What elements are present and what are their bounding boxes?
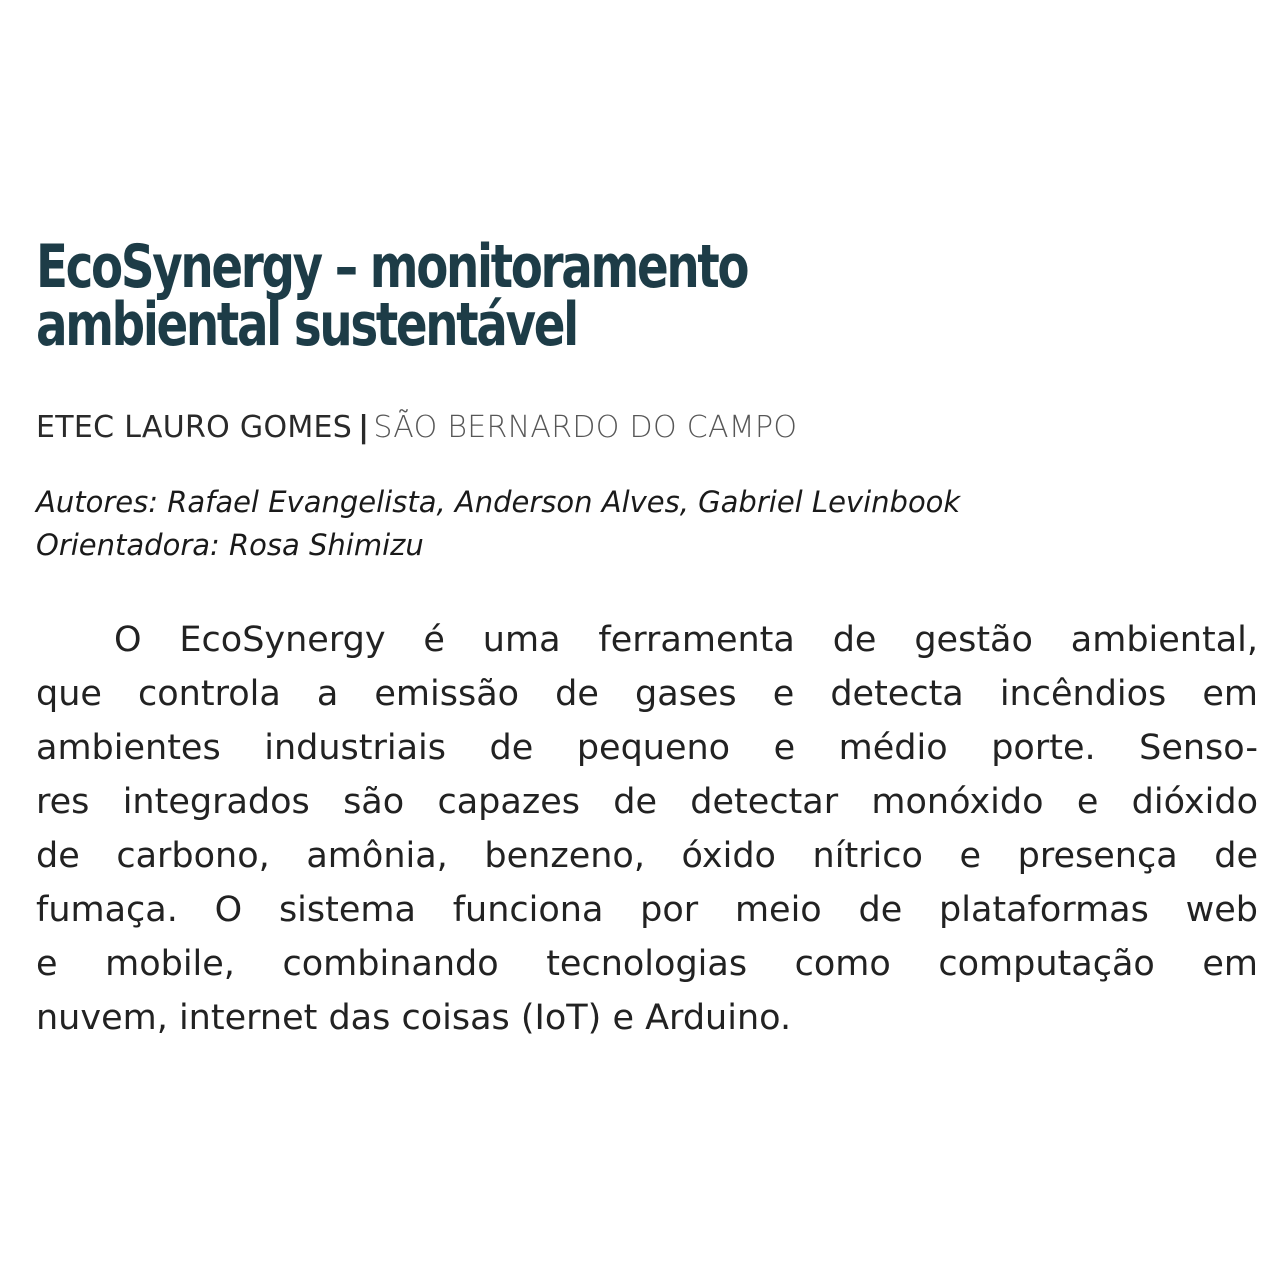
abstract-paragraph: [36, 613, 1258, 1045]
school-name: ETEC LAURO GOMES: [36, 410, 353, 445]
title-line-1: EcoSynergy – monitoramento: [36, 232, 748, 302]
affiliation: [36, 408, 797, 448]
title-line-2: ambiental sustentável: [36, 290, 577, 360]
city-name: SÃO BERNARDO DO CAMPO: [373, 410, 798, 445]
credits: [36, 481, 960, 567]
abstract-line: ambientes industriais de pequeno e médio porte. Senso-: [36, 728, 1258, 768]
affiliation-separator: |: [358, 410, 370, 445]
page-title: [36, 232, 748, 360]
abstract-line: que controla a emissão de gases e detecta incêndios em: [36, 674, 1258, 714]
document-page: [36, 0, 1258, 1280]
abstract-line: res integrados são capazes de detectar monóxido e dióxido: [36, 782, 1258, 822]
authors-line: Autores: Rafael Evangelista, Anderson Alves, Gabriel Levinbook: [36, 485, 961, 519]
abstract-line: de carbono, amônia, benzeno, óxido nítrico e presença de: [36, 836, 1258, 876]
abstract-line: e mobile, combinando tecnologias como computação em: [36, 944, 1258, 984]
abstract-line: nuvem, internet das coisas (IoT) e Arduino.: [36, 998, 792, 1038]
advisor-line: Orientadora: Rosa Shimizu: [36, 528, 424, 562]
abstract-line: O EcoSynergy é uma ferramenta de gestão ambiental,: [114, 620, 1258, 660]
abstract-line: fumaça. O sistema funciona por meio de plataformas web: [36, 890, 1258, 930]
